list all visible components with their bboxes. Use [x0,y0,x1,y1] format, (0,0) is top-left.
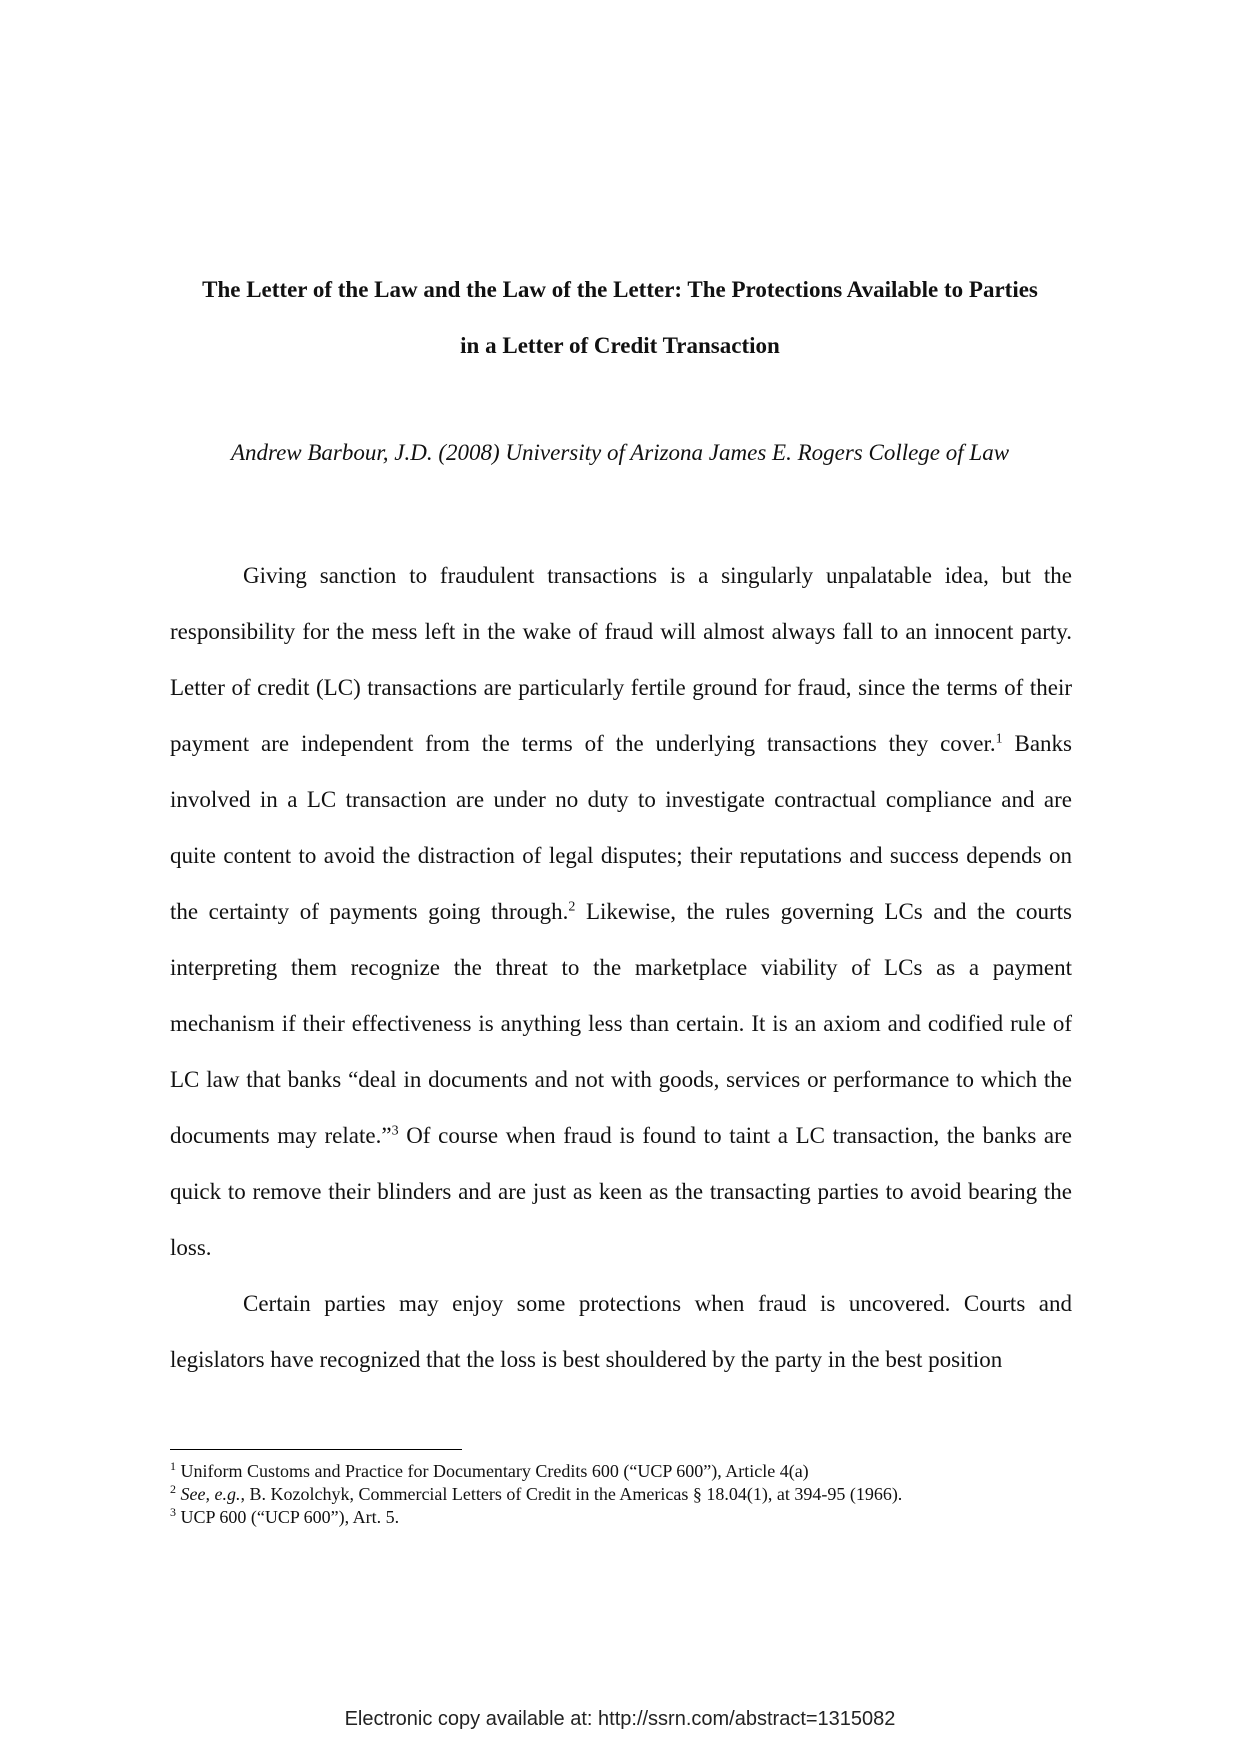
paragraph-2: Certain parties may enjoy some protections when fraud is uncovered. Courts and legislators have recognized that the loss is best shouldered by the party in the best position [170,1291,1072,1372]
footnote-2 [170,1483,1070,1506]
footnote-2-number: 2 [170,1482,176,1496]
footnote-ref-2[interactable]: 2 [568,899,576,915]
title-line-2: in a Letter of Credit Transaction [460,333,780,358]
body-text [170,548,1072,1388]
paragraph-1-part-1: Giving sanction to fraudulent transactions is a singularly unpalatable idea, but the responsibility for the mess left in the wake of fraud will almost always fall to an innocent party. Letter of credit (LC) transactions are particularly fertile ground for fraud, since the terms of their payment are independent from the terms of the underlying transactions they cover. [170,563,1072,756]
paragraph-1 [170,548,1072,1276]
title-line-1: The Letter of the Law and the Law of the Letter: The Protections Available to Parties [202,277,1038,302]
footnote-3 [170,1506,1070,1529]
paragraph-1-part-2: Banks involved in a LC transaction are under no duty to investigate contractual compliance and are quite content to avoid the distraction of legal disputes; their reputations and success depends on the certainty of payments going through. [170,731,1072,924]
footnote-3-text: UCP 600 (“UCP 600”), Art. 5. [176,1507,400,1527]
footnote-ref-1[interactable]: 1 [995,731,1003,747]
footnote-3-number: 3 [170,1505,176,1519]
paper-title [150,262,1090,374]
footnote-2-text: , B. Kozolchyk, Commercial Letters of Credit in the Americas § 18.04(1), at 394-95 (1966). [240,1484,903,1504]
ssrn-footer[interactable]: Electronic copy available at: http://ssrn.com/abstract=1315082 [344,1708,896,1730]
footnotes [170,1460,1070,1529]
paragraph-1-part-3: Likewise, the rules governing LCs and the courts interpreting them recognize the threat to the marketplace viability of LCs as a payment mechanism if their effectiveness is anything less than certain. It is an axiom and codified rule of LC law that banks “deal in documents and not with goods, services or performance to which the documents may relate.” [170,899,1072,1148]
footnote-1-number: 1 [170,1459,176,1473]
footnote-divider [170,1449,462,1450]
footnote-2-signal: See, e.g. [176,1484,241,1504]
paragraph-1-part-4: Of course when fraud is found to taint a LC transaction, the banks are quick to remove their blinders and are just as keen as the transacting parties to avoid bearing the loss. [170,1123,1073,1260]
footnote-1 [170,1460,1070,1483]
footnote-1-text: Uniform Customs and Practice for Documentary Credits 600 (“UCP 600”), Article 4(a) [176,1461,809,1481]
footnote-ref-3[interactable]: 3 [391,1123,399,1139]
author-line: Andrew Barbour, J.D. (2008) University of Arizona James E. Rogers College of Law [230,440,1010,465]
